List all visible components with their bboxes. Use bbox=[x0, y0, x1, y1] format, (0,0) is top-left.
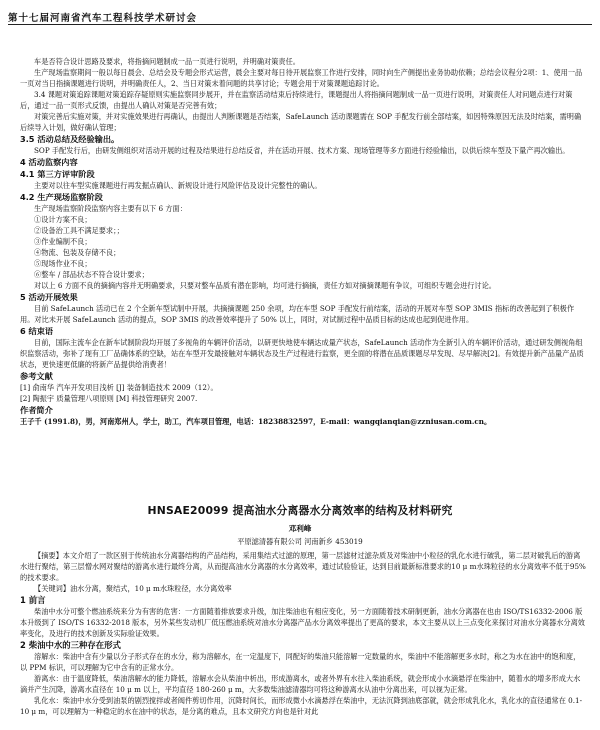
paragraph: 目前 SafeLaunch 活动已在 2 个全新车型试制中开展，共摘摘课题 250 余项，均在车型 SOP 手配发行前结案，活动的开展对车型 SOP 3MIS 指标的改善起到了积极作用。对比未开展 SafeLaunch 活动的提点，SOP 3MIS 的改善效率提升了 50% 以上，同时，对试制过程中品质目标的达成也起到促进作用。 bbox=[20, 304, 575, 324]
paragraph: 对以上 6 方面不良的摘摘内容并无明确要求，只要对整车品质有潜在影响，均可进行摘摘，责任方如对摘摘课题有争议，可组织专题会进行讨论。 bbox=[34, 281, 496, 290]
running-header bbox=[8, 6, 592, 25]
paragraph: ④物流、包装及存储不良； bbox=[34, 248, 121, 257]
section-heading: 参考文献 bbox=[20, 371, 53, 381]
paragraph: [2] 陶振宇 质量管理八项原则 [M] 科技管理研究 2007. bbox=[20, 394, 198, 403]
paragraph: 主要对以往车型实施课题进行再发掘点确认、新规设计进行风险评估及设计完整性的确认。 bbox=[34, 181, 322, 190]
paragraph: ⑤现场作业不良； bbox=[34, 259, 92, 268]
section-heading: 1 前言 bbox=[20, 595, 46, 605]
paragraph: [1] 俞南华 汽车开发项目浅析 [J] 装备制造技术 2009（12）。 bbox=[20, 383, 218, 392]
paragraph: 王子千 (1991.8)，男，河南郑州人，学士，助工，汽车项目管理，电话：18238832597，E-mail：wangqianqian@zzniusan.com.cn。 bbox=[20, 417, 492, 426]
paragraph: 乳化水：柴油中水分受到油泵的剧烈搅拌或者阀件剪切作用，沉降时间长，而形成微小水滴悬浮在柴油中，无法沉降到油底部就，就会形成乳化水，乳化水的直径通常在 0.1-10 μ m，可以理解为一种稳定的水在油中的状态，是分离的难点，且本文研究方向也是针对此 bbox=[20, 696, 583, 716]
article2-body bbox=[20, 550, 586, 717]
paragraph: ②设备治工具不满足要求；； bbox=[34, 226, 124, 235]
paragraph: 车是否符合设计思路及要求，将指摘问题制成一品一页进行说明，并明确对策责任。 bbox=[34, 57, 300, 66]
section-heading: 4.1 第三方评审阶段 bbox=[20, 169, 95, 179]
paragraph: 对策完善后实施对策，并对实施效果进行再确认，由提出人判断课题是否结案，SafeLaunch 活动课题需在 SOP 手配发行前全部结案，如因特殊原因无法及时结案，需明确后续导入计划，做好确认管理； bbox=[20, 112, 582, 132]
article-body bbox=[20, 56, 586, 427]
paragraph: SOP 手配发行后，由研发侧组织对活动开展的过程及结果进行总结反省，并在活动开展、技术方案、现场管理等多方面进行经验输出，以供后续车型及下量产再次输出。 bbox=[34, 146, 570, 155]
paragraph: 【摘要】本文介绍了一款区别于传统油水分离器结构的产品结构，采用集结式过滤的原理，第一层滤材过滤杂质及对柴油中小粒径的乳化水进行破乳，第二层对破乳后的游离水进行聚结，第三层憎水网对聚结的游离水进行最终分离，从而提高油水分离器的水分离效率，通过试验验证，达到目前最新标准要求的10 μ m水珠粒径的水分离效率不低于95%的技术要求。 bbox=[20, 551, 586, 582]
header-title: 第十七届河南省汽车工程科技学术研讨会 bbox=[8, 13, 198, 24]
paragraph: ③作业编制不良； bbox=[34, 237, 92, 246]
article-affiliation: 平原滤清器有限公司 河南新乡 453019 bbox=[237, 537, 363, 546]
paragraph: ⑥整车 / 部品状态不符合设计要求； bbox=[34, 270, 149, 279]
paragraph: 【关键词】油水分离，聚结式，10 μ m水珠粒径，水分离效率 bbox=[34, 584, 232, 593]
paragraph: ①设计方案不良； bbox=[34, 215, 92, 224]
paragraph: 游离水：由于温度降低，柴油溶解水的能力降低，溶解水会从柴油中析出，形成游离水，或者外界有水往入柴油系统，就会形成小水滴悬浮在柴油中，随着水的增多形成大水滴并产生沉降，游离水直径在 10 μ m 以上，平均直径 180-260 μ m，大多数柴油滤清器均可将这种游离水从油中分离出来，可以视为正常。 bbox=[20, 674, 581, 694]
section-heading: 5 活动开展效果 bbox=[20, 292, 78, 302]
section-heading: 作者简介 bbox=[20, 405, 53, 415]
paragraph: 生产现场监察期间一般以每日晨会、总结会及专题会形式运营，晨会主要对每日待开展监察工作进行安排，同时向生产侧提出业务协助依赖；总结会议程分2项：1、使用一品一页对当日指摘课题进行说明，并明确责任人，2、当日对策未着问题的共享讨论；专题会用于对策课题追踪讨论。 bbox=[20, 68, 583, 88]
article-title: HNSAE20099 提高油水分离器水分离效率的结构及材料研究 bbox=[147, 504, 453, 517]
paragraph: 柴油中水分可整个燃油系统来分为有害的危害：一方面随着排放要求升级，加注柴油也有相应变化，另一方面随着技术研制更新，油水分离器在也由 ISO/TS16332-2006 版本升级到了 ISO/TS 16332-2018 版本，另外某些发动机厂低压燃油系统对油水分离器产品水分离效率提出了更高的要求，本文主要从以上三点变化来探讨对油水分离器水分离效率变化，及进行的技术创新及实际验证效果。 bbox=[20, 607, 585, 638]
section-heading: 3.5 活动总结及经验输出。 bbox=[20, 134, 120, 144]
section-heading: 2 柴油中水的三种存在形式 bbox=[20, 640, 121, 650]
section-heading: 4.2 生产现场监察阶段 bbox=[20, 192, 103, 202]
paragraph: 目前，国际主流车企在新车试制阶段均开展了多视角的车辆评价活动，以研更快地使车辆达成量产状态，SafeLaunch 活动作为全新引入的车辆评价活动，通过研发侧视角组织监察活动，弥补了现有工厂品确体系的空缺，站在车型开发最接触对车辆状态及生产过程进行监察，更全面的将潜在品质课题尽早发现、尽早解决[2]。有效提升新产品量产品质状态，更快速更低廉的将新产品提供给消费者！ bbox=[20, 338, 584, 369]
section-heading: 4 活动监察内容 bbox=[20, 157, 78, 167]
paragraph: 3.4 课题对策追踪课题对策追踪存疑原则实施监察同步展开，并在监察活动结束后持续进行，课题提出人将指摘问题制成一品一页进行说明，对策责任人对问题点进行对策后，通过一品一页形式反馈，由提出人确认对策是否完善有效； bbox=[20, 90, 573, 110]
paragraph: 生产现场监察阶段监察内容主要有以下 6 方面： bbox=[34, 204, 187, 213]
section-heading: 6 结束语 bbox=[20, 326, 54, 336]
article-author: 邓利峰 bbox=[288, 524, 312, 533]
paragraph: 溶解水：柴油中含有少量以分子形式存在的水分，称为溶解水，在一定温度下，同配好的柴油只能溶解一定数量的水，柴油中不能溶解更多水时，称之为水在油中的饱和度，以 PPM 标识，可以理解为它中含有的正常水分。 bbox=[20, 652, 581, 672]
